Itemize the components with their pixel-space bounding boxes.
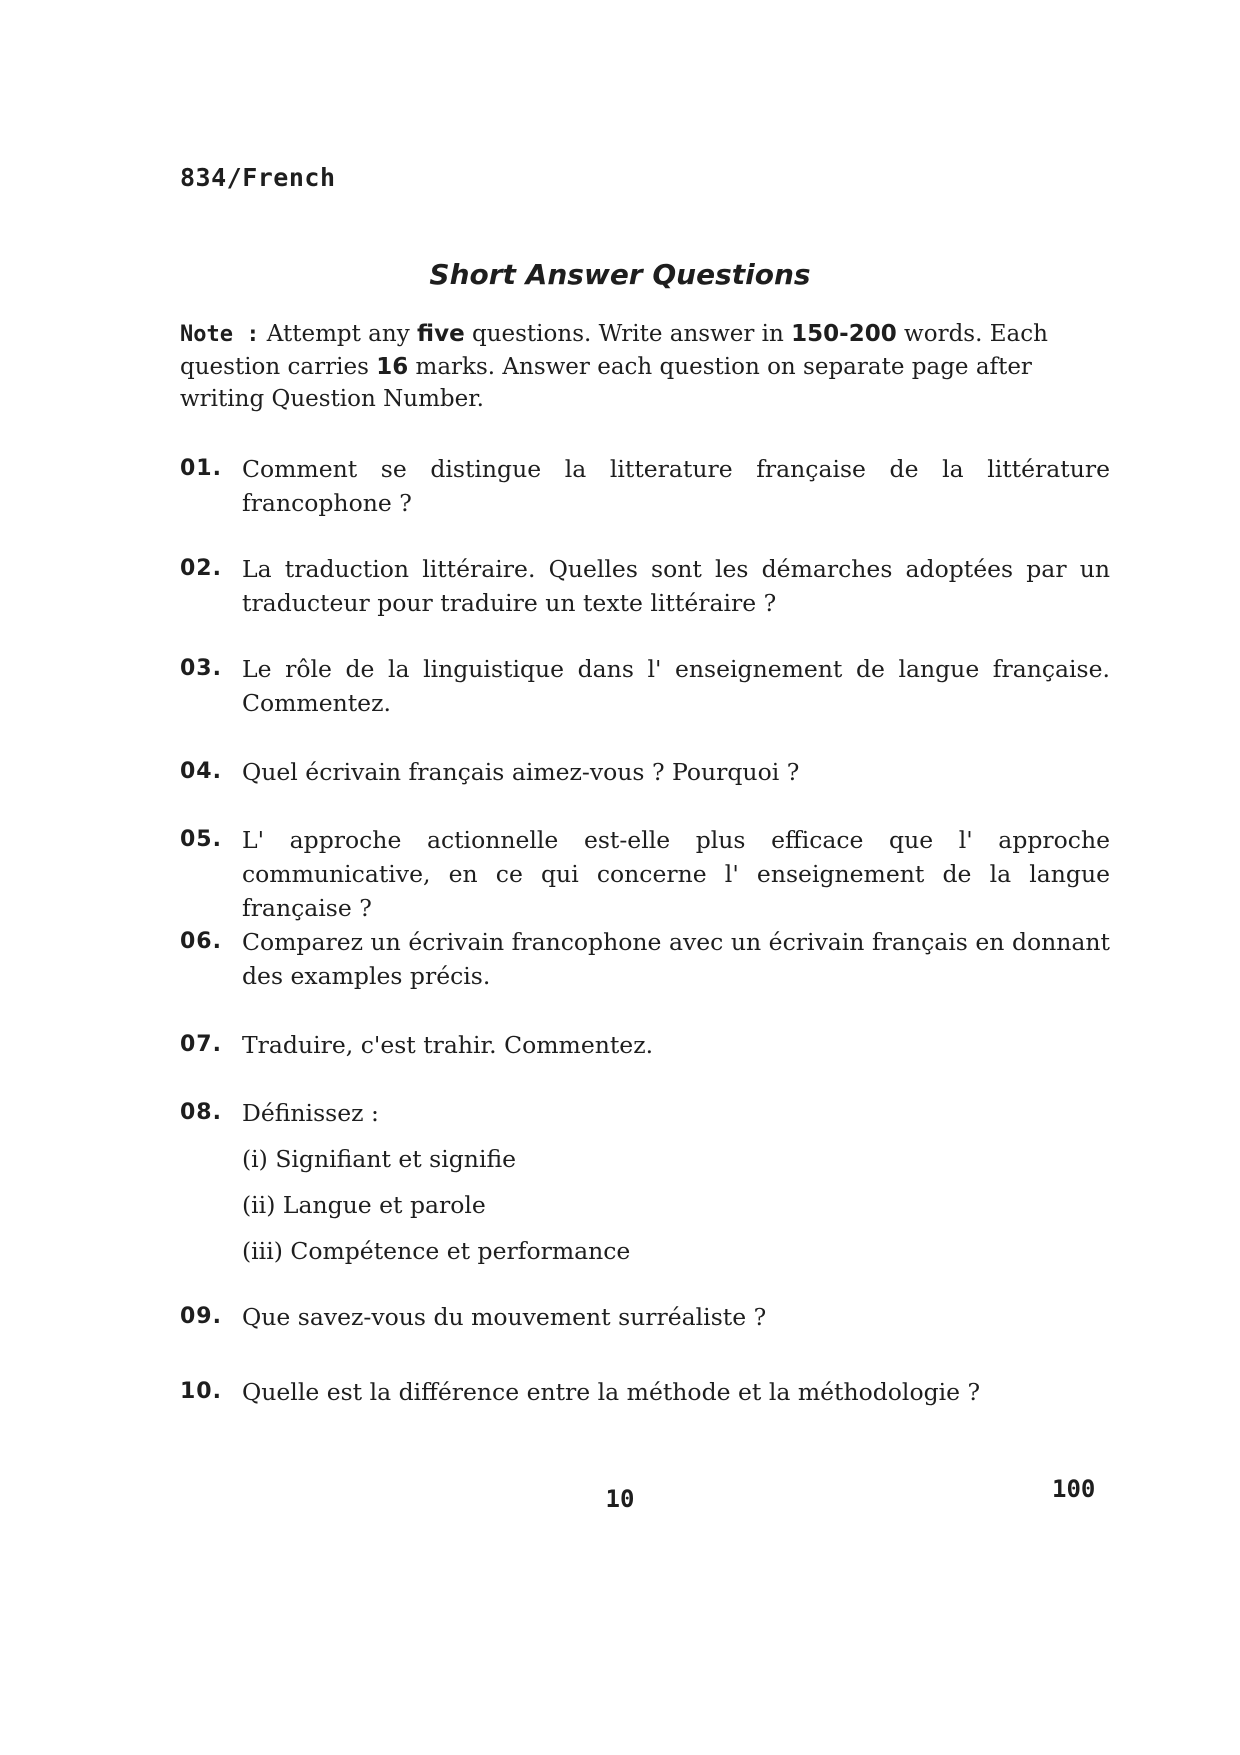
question-10 <box>180 1375 1110 1409</box>
question-number: 08. <box>180 1100 222 1125</box>
question-number: 10. <box>180 1379 222 1404</box>
question-text: L' approche actionnelle est-elle plus efficace que l' approche communicative, en ce qui concerne l' enseignement de la langue française ? <box>242 826 1110 922</box>
sub-item: (i) Signifiant et signifie <box>242 1145 517 1173</box>
question-text: Définissez : <box>242 1099 379 1127</box>
question-text: Le rôle de la linguistique dans l' enseignement de langue française. Commentez. <box>242 655 1110 717</box>
note-text-3: words. Each question carries <box>180 321 1048 380</box>
note-bold-five: five <box>417 321 465 347</box>
question-number: 02. <box>180 556 222 581</box>
question-03 <box>180 652 1110 720</box>
total-marks: 100 <box>1052 1475 1096 1503</box>
section-title: Short Answer Questions <box>429 258 811 291</box>
instructions-note <box>180 318 1100 415</box>
question-number: 03. <box>180 656 222 681</box>
question-04 <box>180 755 1110 789</box>
sub-item: (iii) Compétence et performance <box>242 1237 631 1265</box>
question-number: 01. <box>180 456 222 481</box>
question-text: La traduction littéraire. Quelles sont les démarches adoptées par un traducteur pour traduire un texte littéraire ? <box>242 555 1110 617</box>
question-number: 06. <box>180 929 222 954</box>
note-label: Note : <box>180 322 260 347</box>
question-05 <box>180 823 1110 925</box>
question-02 <box>180 552 1110 620</box>
question-text: Quel écrivain français aimez-vous ? Pourquoi ? <box>242 758 800 786</box>
question-07 <box>180 1028 1110 1062</box>
paper-code: 834/French <box>180 163 336 192</box>
question-text: Comment se distingue la litterature française de la littérature francophone ? <box>242 455 1110 517</box>
question-number: 05. <box>180 827 222 852</box>
note-text-2: questions. Write answer in <box>471 321 784 347</box>
page-number: 10 <box>605 1485 635 1513</box>
note-bold-word-range: 150-200 <box>791 321 897 347</box>
question-09 <box>180 1300 1110 1334</box>
sub-item: (ii) Langue et parole <box>242 1191 486 1219</box>
question-number: 09. <box>180 1304 222 1329</box>
question-text: Comparez un écrivain francophone avec un écrivain français en donnant des examples précis. <box>242 928 1110 990</box>
note-text-1: Attempt any <box>266 321 410 347</box>
question-text: Traduire, c'est trahir. Commentez. <box>242 1031 654 1059</box>
note-text-4: marks. Answer each question on separate page after writing Question Number. <box>180 354 1032 412</box>
note-bold-marks: 16 <box>376 354 409 380</box>
question-text: Quelle est la différence entre la méthode et la méthodologie ? <box>242 1378 981 1406</box>
question-06 <box>180 925 1110 993</box>
question-01 <box>180 452 1110 520</box>
question-number: 07. <box>180 1032 222 1057</box>
question-number: 04. <box>180 759 222 784</box>
question-text: Que savez-vous du mouvement surréaliste ? <box>242 1303 767 1331</box>
question-08 <box>180 1096 1110 1130</box>
question-08-sub-items <box>242 1136 630 1274</box>
